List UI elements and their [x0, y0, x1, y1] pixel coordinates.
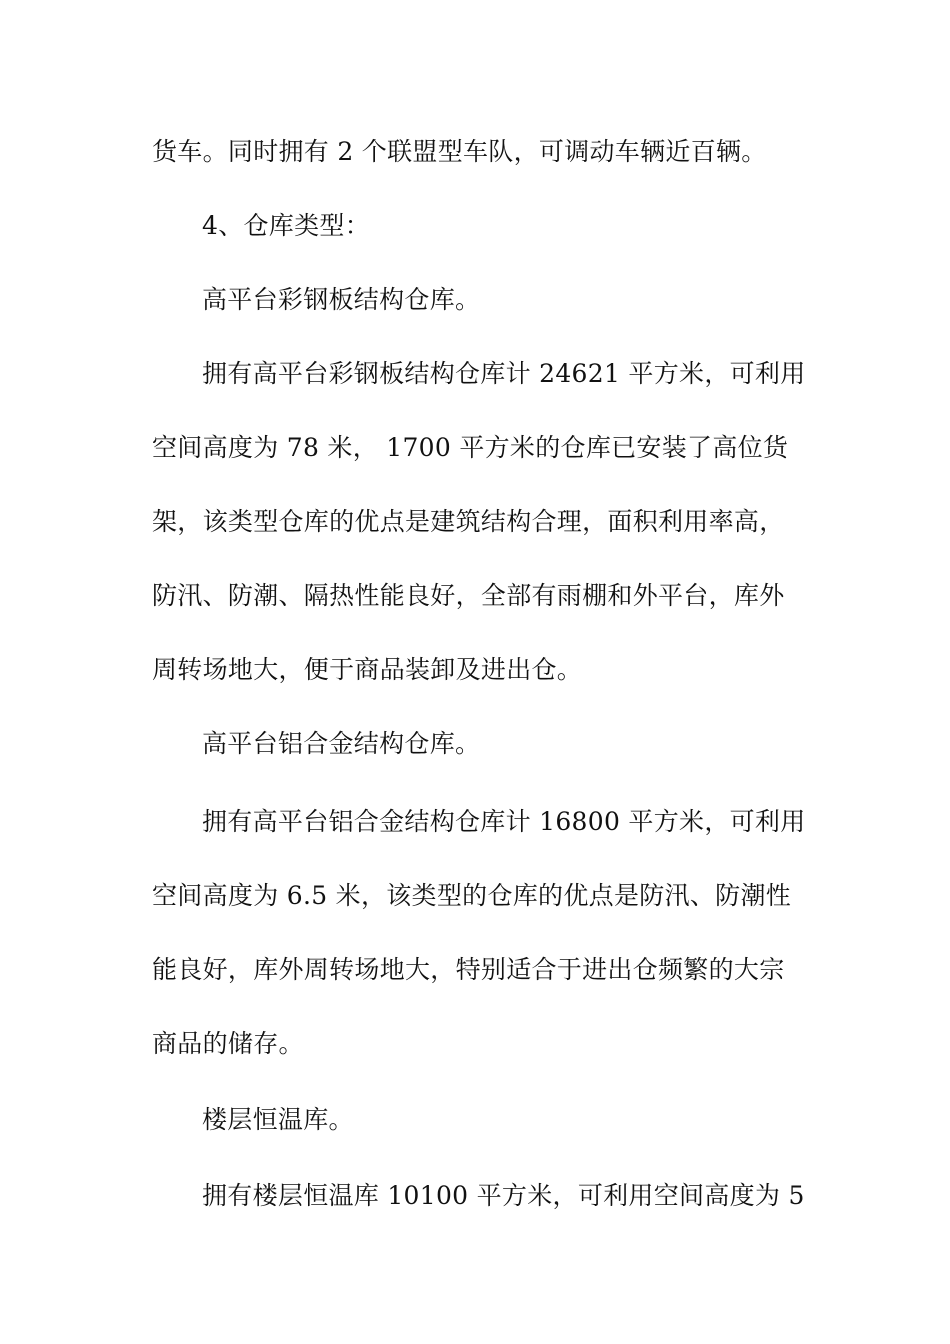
text-line: 拥有高平台彩钢板结构仓库计 24621 平方米，可利用: [202, 359, 806, 388]
text-line: 拥有高平台铝合金结构仓库计 16800 平方米，可利用: [202, 807, 806, 836]
text-line: 拥有楼层恒温库 10100 平方米，可利用空间高度为 5: [202, 1181, 805, 1210]
text-line: 周转场地大，便于商品装卸及进出仓。: [152, 655, 583, 684]
text-line: 商品的储存。: [152, 1029, 304, 1058]
text-line: 空间高度为 6.5 米，该类型的仓库的优点是防汛、防潮性: [152, 881, 792, 910]
text-line: 架，该类型仓库的优点是建筑结构合理，面积利用率高，: [152, 507, 785, 536]
subsection-heading: 楼层恒温库。: [202, 1105, 354, 1134]
subsection-heading: 高平台彩钢板结构仓库。: [202, 285, 481, 314]
section-heading: 4、仓库类型：: [202, 211, 371, 240]
text-line: 能良好，库外周转场地大，特别适合于进出仓频繁的大宗: [152, 955, 785, 984]
subsection-heading: 高平台铝合金结构仓库。: [202, 729, 481, 758]
text-line: 货车。同时拥有 2 个联盟型车队，可调动车辆近百辆。: [152, 137, 767, 166]
text-line: 防汛、防潮、隔热性能良好，全部有雨棚和外平台，库外: [152, 581, 785, 610]
text-line: 空间高度为 78 米， 1700 平方米的仓库已安装了高位货: [152, 433, 789, 462]
